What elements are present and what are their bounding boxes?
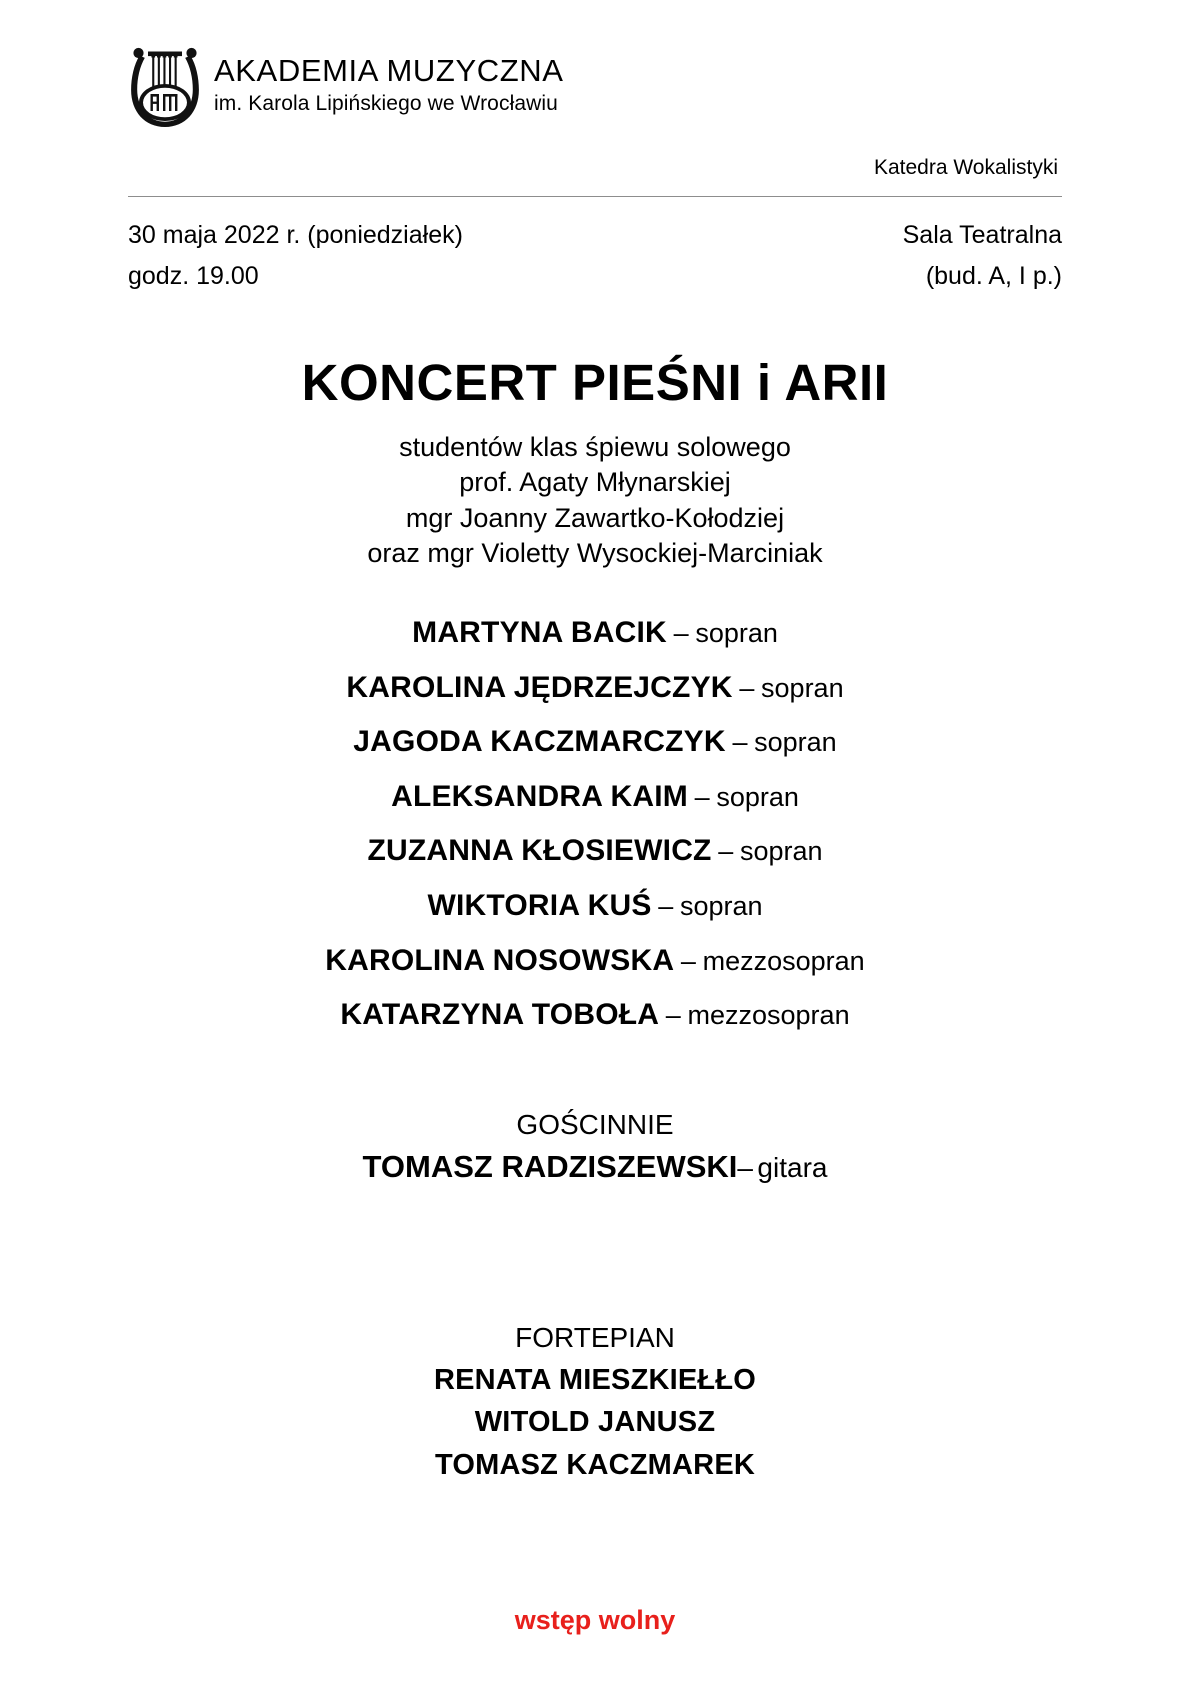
event-meta-row-1 — [128, 215, 1062, 256]
performer-voice: sopran — [754, 727, 837, 758]
performer-list — [128, 606, 1062, 1043]
department-label: Katedra Wokalistyki — [873, 156, 1058, 179]
performer-dash: – — [694, 781, 710, 812]
admission-note: wstęp wolny — [514, 1604, 676, 1635]
performer-dash: – — [665, 1000, 681, 1031]
performer-voice: mezzosopran — [702, 945, 865, 976]
institution-name-block — [214, 52, 564, 115]
list-item — [128, 824, 1062, 879]
list-item — [128, 661, 1062, 716]
subtitle-line: oraz mgr Violetty Wysockiej-Marciniak — [367, 538, 823, 569]
performer-name: ALEKSANDRA KAIM — [391, 779, 688, 813]
performer-dash: – — [658, 891, 674, 922]
performer-voice: sopran — [679, 891, 763, 922]
guest-section — [128, 1105, 1062, 1189]
guest-name: TOMASZ RADZISZEWSKI — [362, 1149, 738, 1185]
performer-name: ZUZANNA KŁOSIEWICZ — [367, 834, 712, 868]
performer-name: KATARZYNA TOBOŁA — [340, 998, 660, 1032]
list-item — [128, 879, 1062, 934]
piano-performer: WITOLD JANUSZ — [474, 1406, 716, 1439]
list-item — [128, 770, 1062, 825]
performer-name: JAGODA KACZMARCZYK — [353, 725, 726, 759]
event-meta — [128, 215, 1062, 296]
performer-dash: – — [732, 727, 748, 758]
performer-dash: – — [673, 618, 689, 649]
lyre-logo-icon — [128, 38, 202, 130]
guest-performer — [128, 1145, 1062, 1188]
guest-instrument: gitara — [757, 1152, 828, 1184]
institution-name: AKADEMIA MUZYCZNA — [214, 52, 564, 88]
institution-subtitle: im. Karola Lipińskiego we Wrocławiu — [214, 91, 558, 115]
piano-label: FORTEPIAN — [515, 1321, 675, 1353]
event-date: 30 maja 2022 r. (poniedziałek) — [128, 221, 463, 249]
list-item — [128, 934, 1062, 989]
header-divider — [128, 196, 1062, 197]
event-meta-row-2 — [128, 256, 1062, 297]
subtitle-line: mgr Joanny Zawartko-Kołodziej — [405, 502, 785, 533]
performer-dash: – — [680, 945, 696, 976]
list-item — [128, 606, 1062, 661]
event-venue: Sala Teatralna — [902, 221, 1062, 249]
performer-dash: – — [718, 836, 734, 867]
event-time: godz. 19.00 — [128, 261, 259, 290]
performer-name: MARTYNA BACIK — [412, 616, 667, 650]
subtitle-block — [128, 430, 1062, 573]
institution-header — [128, 0, 1062, 132]
piano-section — [128, 1317, 1062, 1487]
performer-voice: sopran — [739, 836, 823, 867]
performer-voice: mezzosopran — [687, 1000, 850, 1031]
list-item — [128, 988, 1062, 1043]
subtitle-line: prof. Agaty Młynarskiej — [459, 467, 731, 498]
performer-voice: sopran — [695, 618, 778, 649]
performer-name: KAROLINA JĘDRZEJCZYK — [346, 670, 733, 704]
performer-voice: sopran — [761, 672, 844, 703]
piano-performer: RENATA MIESZKIEŁŁO — [433, 1363, 757, 1396]
performer-name: WIKTORIA KUŚ — [427, 889, 652, 923]
performer-name: KAROLINA NOSOWSKA — [325, 943, 675, 977]
page-title: KONCERT PIEŚNI i ARII — [301, 354, 889, 411]
list-item — [128, 715, 1062, 770]
performer-dash: – — [739, 672, 755, 703]
event-venue-detail: (bud. A, I p.) — [925, 261, 1062, 290]
performer-voice: sopran — [716, 781, 799, 812]
guest-dash: – — [737, 1152, 753, 1184]
piano-performer: TOMASZ KACZMAREK — [434, 1449, 756, 1482]
subtitle-line: studentów klas śpiewu solowego — [399, 431, 791, 462]
guest-label: GOŚCINNIE — [516, 1108, 674, 1140]
